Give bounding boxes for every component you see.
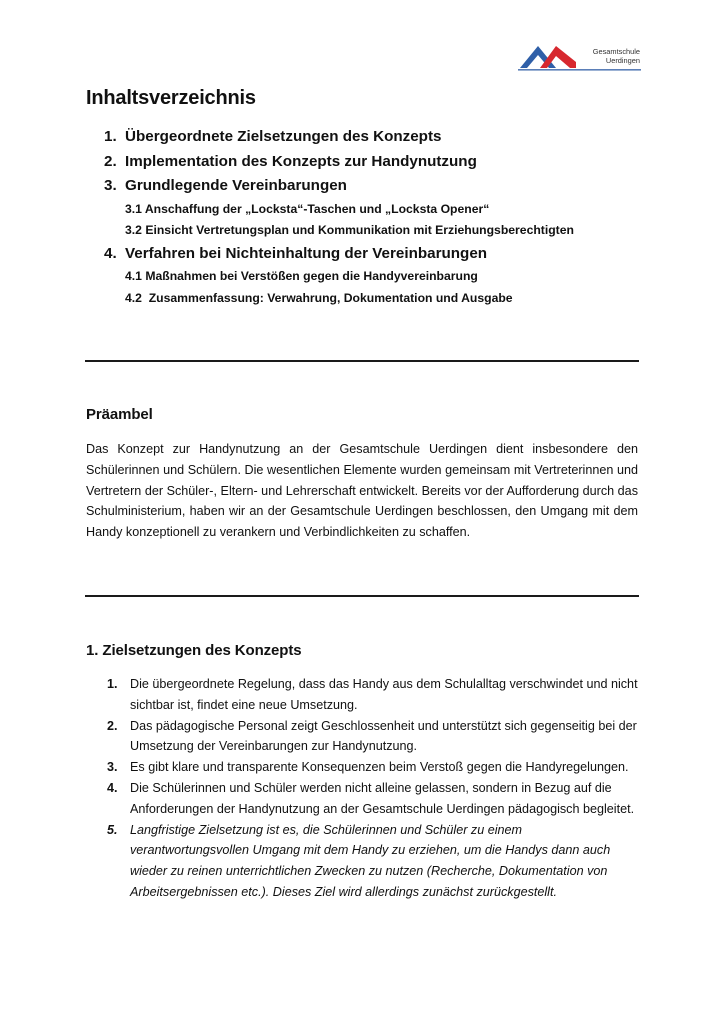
preamble-heading: Präambel: [86, 406, 153, 423]
goal-text: Das pädagogische Personal zeigt Geschlossenheit und unterstützt sich gegenseitig bei der Umsetzung der Vereinbarungen zur Handynutzung.: [130, 718, 637, 754]
goal-item: [107, 674, 642, 716]
toc-number: 2.: [104, 152, 117, 170]
goal-text: Die Schülerinnen und Schüler werden nicht alleine gelassen, sondern in Bezug auf die Anforderungen der Handynutzung an der Gesamtschule Uerdingen pädagogisch begleitet.: [130, 780, 635, 816]
logo-line-2: Uerdingen: [605, 56, 640, 65]
goal-item: [107, 716, 642, 758]
toc-label: Implementation des Konzepts zur Handynutzung: [125, 152, 477, 170]
toc-label: Übergeordnete Zielsetzungen des Konzepts: [125, 128, 442, 145]
toc-number: 4.: [104, 244, 117, 262]
toc-number: 3.: [104, 177, 117, 194]
horizontal-divider: [85, 595, 639, 597]
toc-label: Verfahren bei Nichteinhaltung der Vereinbarungen: [125, 244, 488, 262]
toc-title: Inhaltsverzeichnis: [86, 87, 256, 109]
toc-item-4-1[interactable]: 4.1 Maßnahmen bei Verstößen gegen die Handyvereinbarung: [125, 269, 478, 283]
school-logo: [518, 42, 643, 72]
toc-number: 1.: [104, 128, 117, 145]
goals-list: [107, 674, 642, 903]
goal-item: [107, 778, 642, 820]
logo-text: [590, 47, 640, 65]
toc-item-1[interactable]: [104, 125, 664, 150]
toc-item-4[interactable]: [104, 242, 664, 267]
table-of-contents: [104, 125, 664, 309]
section-1-heading: 1. Zielsetzungen des Konzepts: [86, 642, 302, 659]
toc-item-3-1[interactable]: 3.1 Anschaffung der „Locksta“-Taschen und „Locksta Opener“: [125, 201, 490, 216]
toc-item-4-2[interactable]: 4.2 Zusammenfassung: Verwahrung, Dokumentation und Ausgabe: [125, 290, 513, 305]
goal-text: Die übergeordnete Regelung, dass das Handy aus dem Schulalltag verschwindet und nicht sichtbar ist, findet eine neue Umsetzung.: [130, 677, 638, 712]
goal-item: [107, 820, 642, 903]
toc-item-3-2[interactable]: 3.2 Einsicht Vertretungsplan und Kommunikation mit Erziehungsberechtigten: [125, 223, 574, 237]
goal-number: 5.: [107, 822, 118, 837]
goal-number: 4.: [107, 780, 118, 795]
toc-label: Grundlegende Vereinbarungen: [125, 177, 347, 194]
horizontal-divider: [85, 360, 639, 362]
toc-item-3[interactable]: [104, 174, 664, 199]
goal-text: Langfristige Zielsetzung ist es, die Schülerinnen und Schüler zu einem verantwortungsvollen Umgang mit dem Handy zu erziehen, um die Handys dann auch wieder zu reinen unterrichtlichen Zwecken zu nutzen (Recherche, Dokumentation von Arbeitsergebnissen etc.). Dieses Ziel wird allerdings zunächst zurückgestellt.: [130, 822, 611, 899]
goal-number: 1.: [107, 677, 118, 691]
logo-line-1: Gesamtschule: [592, 47, 640, 56]
goal-text: Es gibt klare und transparente Konsequenzen beim Verstoß gegen die Handyregelungen.: [130, 760, 629, 775]
goal-item: [107, 757, 642, 778]
goal-number: 2.: [107, 718, 118, 733]
toc-item-2[interactable]: [104, 150, 664, 175]
preamble-paragraph: Das Konzept zur Handynutzung an der Gesamtschule Uerdingen dient insbesondere den Schülerinnen und Schülern. Die wesentlichen Elemente wurden gemeinsam mit Vertreterinnen und Vertretern der Schüler-, Eltern- und Lehrerschaft entwickelt. Bereits vor der Aufforderung durch das Schulministerium, haben wir an der Gesamtschule Uerdingen beschlossen, den Umgang mit dem Handy konzeptionell zu verankern und Verbindlichkeiten zu schaffen.: [86, 442, 638, 540]
goal-number: 3.: [107, 760, 118, 775]
